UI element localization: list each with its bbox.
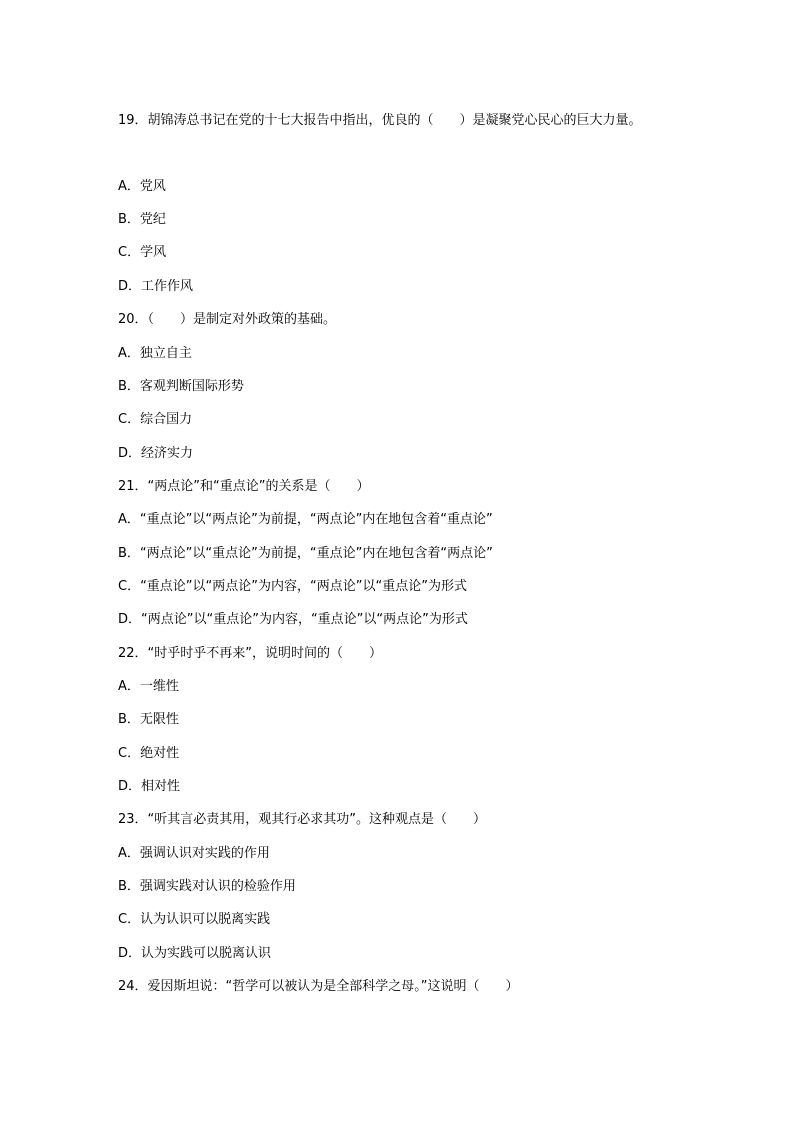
question-21-option-a: A．“重点论”以“两点论”为前提，“两点论”内在地包含着“重点论”	[118, 512, 493, 527]
question-23-option-a: A．强调认识对实践的作用	[118, 846, 270, 861]
question-20-option-b: B．客观判断国际形势	[118, 379, 244, 394]
question-22-option-d: D．相对性	[118, 779, 181, 794]
question-19-stem: 19．胡锦涛总书记在党的十七大报告中指出，优良的（ ）是凝聚党心民心的巨大力量。	[118, 113, 642, 128]
question-23-option-c: C．认为认识可以脱离实践	[118, 912, 271, 927]
question-22-option-c: C．绝对性	[118, 746, 180, 761]
question-22-stem: 22．“时乎时乎不再来”，说明时间的（ ）	[118, 646, 383, 661]
question-21-option-b: B．“两点论”以“重点论”为前提，“重点论”内在地包含着“两点论”	[118, 546, 493, 561]
question-21-stem: 21．“两点论”和“重点论”的关系是（ ）	[118, 479, 370, 494]
question-19-option-c: C．学风	[118, 245, 167, 260]
question-19-option-b: B．党纪	[118, 212, 166, 227]
question-24-stem: 24．爱因斯坦说：“哲学可以被认为是全部科学之母。”这说明（ ）	[118, 979, 519, 994]
question-19-option-d: D．工作作风	[118, 279, 194, 294]
question-20-option-c: C．综合国力	[118, 412, 193, 427]
question-23-stem: 23．“听其言必责其用，观其行必求其功”。这种观点是（ ）	[118, 812, 487, 827]
question-23-option-d: D．认为实践可以脱离认识	[118, 946, 272, 961]
question-20-option-d: D．经济实力	[118, 446, 194, 461]
question-19-option-a: A．党风	[118, 179, 166, 194]
question-22-option-b: B．无限性	[118, 712, 179, 727]
question-21-option-c: C．“重点论”以“两点论”为内容，“两点论”以“重点论”为形式	[118, 579, 467, 594]
question-20-option-a: A．独立自主	[118, 346, 192, 361]
question-21-option-d: D．“两点论”以“重点论”为内容，“重点论”以“两点论”为形式	[118, 612, 468, 627]
question-22-option-a: A．一维性	[118, 679, 179, 694]
question-23-option-b: B．强调实践对认识的检验作用	[118, 879, 296, 894]
question-20-stem: 20．（ ）是制定对外政策的基础。	[118, 312, 337, 327]
